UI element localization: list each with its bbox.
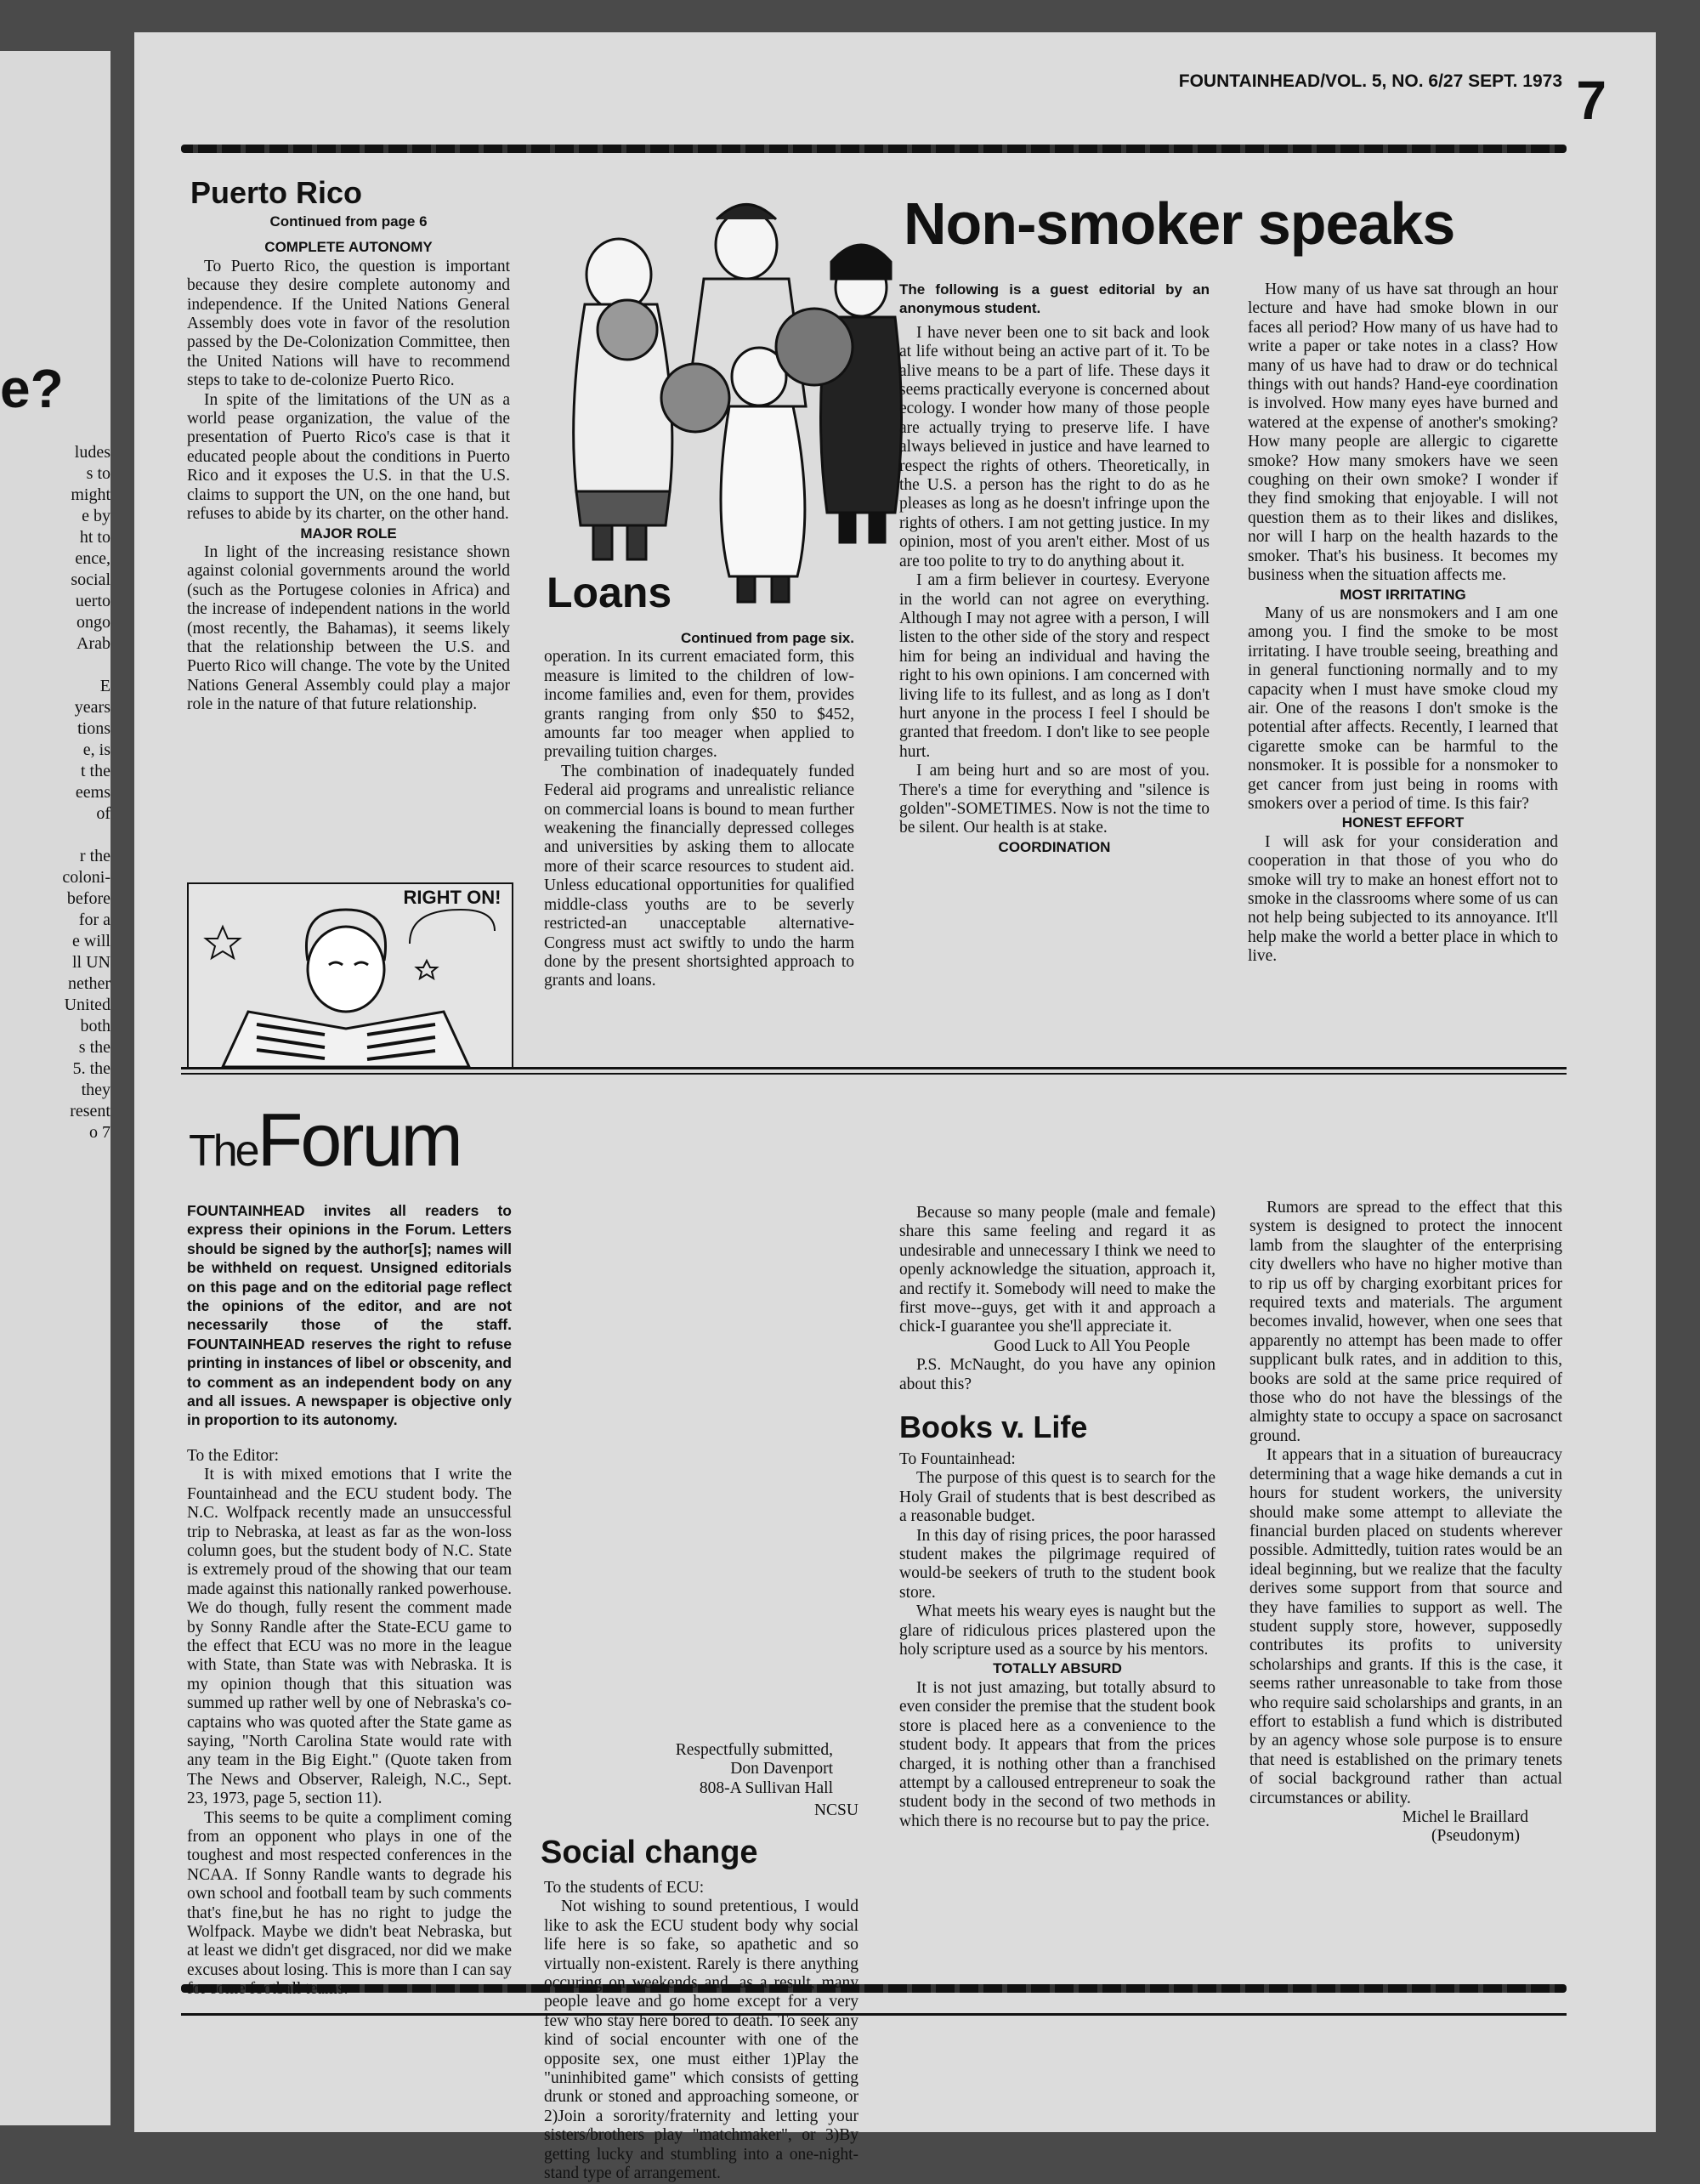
forum-policy: FOUNTAINHEAD invites all readers to express their opinions in the Forum. Letters should be signed by the author[s]; names will be withheld on request. Unsigned editorials on this page and on the editorial page reflect the opinions of the editor, and are not necessarily those of the staff. FOUNTAINHEAD reserves the right to refuse printing in instances of libel or obscenity, and to comment as an independent body on any and all issues. A newspaper is objective only in proportion to its autonomy. — [187, 1202, 512, 1429]
social-p1: Not wishing to sound pretentious, I would like to ask the ECU student body why social life here is so fake, so apathetic and so virtually non-existent. Rarely is there anything occuring on weekends and, as a result, many people leave and go home except for a very few who stay here bored to death. To seek any kind of social encounter with one of the opposite sex, one must either 1)Play the "uninhibited game" which consists of getting drunk or stoned and approaching someone, or 2)Join a sorority/fraternity and letting your sisters/brothers play "matchmaker", or 3)By getting lucky and stumbling into a one-night-stand type of arrangement. — [544, 1898, 858, 2183]
non-smoker-intro: The following is a guest editorial by an anonymous student. — [899, 281, 1210, 317]
books-v-life-title: Books v. Life — [899, 1410, 1088, 1444]
letter1-signature-block — [544, 1741, 858, 1821]
letter1-p2-start: This seems to be quite a compliment coming from an opponent who plays in one of the toughest and most respected conferences in the NCAA. If Sonny Randle wants to degrade his own school and football team by such comments that's fine,but he has no right to judge the Wolfpack. Maybe we didn't beat Nebraska, but at least we didn't get disgraced, nor did we make excuses about losing. This is more than I can say for some football teams. — [187, 1808, 512, 1999]
books-p6: It appears that in a situation of bureaucracy determining that a wage hike demands a cut in hours for student workers, the university should make some attempt to alleviate the financial burden placed on students wherever possible. Admittedly, tuition rates would be an ideal beginning, but we realize that the faculty derives some support from that source and they have families to support as well. The student supply store, however, supposedly contributes its profits to university scholarships and grants. If this is the case, it seems rather unreasonable to take from those who require said scholarships and grants, in an effort to establish a fund which is distributed by an agency whose sole purpose is to ensure that need is established on the primary tenets of social background rather than actual circumstances or ability. — [1250, 1446, 1562, 1807]
top-wavy-rule — [181, 145, 1567, 153]
non-smoker-p3: I am being hurt and so are most of you. There's a time for everything and "silence is golden"-SOMETIMES. Now is not the time to be silent. Our health is at stake. — [899, 762, 1210, 837]
left-page-fragment: eems — [75, 783, 110, 802]
letter1-close: Respectfully submitted, — [675, 1741, 833, 1759]
left-page-fragment: United — [64, 996, 110, 1014]
letter1-salutation: To the Editor: — [187, 1446, 280, 1465]
books-p4: It is not just amazing, but totally absurd to even consider the premise that the student book store is placed here as a convenience to the student body. It appears that from the prices charged, it is nothing other than a franchised attempt by a calloused entrepreneur to soak the student body in the second of two methods in which there is no recourse but to pay the price. — [899, 1678, 1216, 1830]
non-smoker-p1: I have never been one to sit back and look at life without being an active part of it. To be alive means to be a part of life. These days it seems practically everyone is concerned about ecology. I wonder how many of those people are actually trying to preserve life. I have always believed in justice and have learned to respect the rights of others. Theoretically, in the U.S. a person has the right to do as he pleases as long as he doesn't infringe upon the rights of others. I am not getting justice. In my opinion, most of you aren't either. Most of us are too polite to try to do anything about it. — [899, 323, 1210, 570]
books-p1: The purpose of this quest is to search for the Holy Grail of students that is best described as a reasonable budget. — [899, 1469, 1216, 1526]
forum-column-3 — [899, 1204, 1216, 1394]
books-p2: In this day of rising prices, the poor harassed student makes the pilgrimage required of would-be seekers of truth to the student book store. — [899, 1526, 1216, 1602]
books-v-life-article — [899, 1450, 1216, 1831]
letter1-p1: It is with mixed emotions that I write the Fountainhead and the ECU student body. The N.C. Wolfpack recently made an unsuccessful trip to Nebraska, at least as far as the won-loss column goes, but the student body of N.C. State is extremely proud of the showing that our team made against this nationally ranked powerhouse. We do though, fully resent the comment made by Sonny Randle after the State-ECU game to the effect that ECU was no more in the league with State, than State was with Nebraska. It is my opinion though that this situation was summed up rather well by one of Nebraska's co-captains who was quoted after the State game as saying, "North Carolina State would rate with any team in the Big Eight." (Quote taken from The News and Observer, Raleigh, N.C., Sept. 23, 1973, page 5, section 11). — [187, 1466, 512, 1808]
letter1-sig-name: Don Davenport — [730, 1760, 833, 1778]
newspaper-page — [134, 32, 1656, 2183]
forum-column-1 — [187, 1201, 512, 2000]
books-sig-pseudonym: (Pseudonym) — [1431, 1827, 1520, 1846]
left-page-fragment: uerto — [75, 592, 110, 610]
social-ps: P.S. McNaught, do you have any opinion about this? — [899, 1356, 1216, 1393]
section-divider-bottom — [181, 1073, 1567, 1075]
puerto-rico-p3: In light of the increasing resistance shown against colonial governments around the world (such as the Portugese colonies in Africa) and the increase of independent nations in the world (most recently, the Bahamas), it seems likely that the relationship between the U.S. and Puerto Rico will change. The vote by the United Nations General Assembly could play a major role in the nature of that future relationship. — [187, 542, 510, 714]
puerto-rico-p1: To Puerto Rico, the question is important because they desire complete autonomy and independence. If the United Nations General Assembly does vote in favor of the resolution passed by the De-Colonization Committee, then the United Nations will have to recommend steps to take to de-colonize Puerto Rico. — [187, 257, 510, 390]
left-page-fragment: s the — [78, 1038, 110, 1057]
puerto-rico-subhead-2: MAJOR ROLE — [300, 525, 397, 542]
non-smoker-subhead-1: COORDINATION — [998, 838, 1111, 855]
left-page-fragment: ence, — [75, 549, 110, 568]
non-smoker-subhead-3: HONEST EFFORT — [1341, 814, 1465, 831]
left-page-fragment: t the — [81, 762, 110, 780]
non-smoker-p5: Many of us are nonsmokers and I am one among you. I find the smoke to be most irritating. I have trouble seeing, breathing and in general functioning normally and to my capacity when I must have smoke cloud my air. One of the reasons I don't smoke is the potential after affects. Recently, I learned that cigarette smoke can be harmful to the nonsmoker. It is possible for a nonsmoker to get cancer from just being in rooms with smokers over a period of time. Is this fair? — [1248, 604, 1558, 813]
left-page-fragment: might — [71, 485, 110, 504]
books-subhead: TOTALLY ABSURD — [993, 1660, 1122, 1677]
left-page-fragment: coloni- — [62, 868, 110, 887]
left-page-fragment: both — [80, 1017, 110, 1035]
left-page-fragment: they — [81, 1081, 110, 1099]
loans-title: Loans — [547, 569, 672, 616]
non-smoker-p2: I am a firm believer in courtesy. Everyone in the world can not agree on everything. Although I may not agree with a person, I will listen to the other side of the story and respect him for being an individual and having the right to his own opinions. I am concerned with living life to its fullest, and as long as I don't hurt anyone in the process I feel I should be granted that freedom. I don't like to see people hurt. — [899, 571, 1210, 761]
letter1-sig-address: 808-A Sullivan Hall — [699, 1778, 833, 1797]
non-smoker-p6: I will ask for your consideration and cooperation in that those of you who do smoke will try to make an honest effort not to smoke in the classrooms where some of us can not help being subjected to its annoyance. It'll help make the world a better place in which to live. — [1248, 832, 1558, 966]
puerto-rico-subhead-1: COMPLETE AUTONOMY — [264, 239, 433, 256]
forum-column-4 — [1250, 1199, 1562, 1846]
social-close: Good Luck to All You People — [994, 1336, 1190, 1355]
books-p5: Rumors are spread to the effect that this system is designed to protect the innocent lamb from the slaughter of the enterprising city dwellers who have no higher motive than to rip us off by charging exorbitant prices for required texts and materials. The argument becomes invalid, however, when one sees that apparently no attempt has been made to offer supplicant bulk rates, and in addition to this, books are sold at the same price required of those who do not have the blessings of the almighty state to occupy a space on sacrosanct ground. — [1250, 1199, 1562, 1445]
non-smoker-title: Non-smoker speaks — [904, 190, 1455, 257]
left-page-fragment: ht to — [79, 528, 110, 547]
left-page-fragment: s to — [86, 464, 110, 483]
forum-logo-forum: Forum — [257, 1098, 461, 1182]
books-p3: What meets his weary eyes is naught but the glare of ridiculous prices plastered upon the holy scripture used as a source by his mentors. — [899, 1603, 1216, 1659]
social-salutation: To the students of ECU: — [544, 1879, 705, 1897]
letter1-sig-school: NCSU — [813, 1801, 858, 1820]
left-page-fragment: social — [71, 570, 110, 589]
left-page-fragment: r the — [79, 847, 110, 865]
left-page-fragment: E — [99, 677, 110, 695]
left-page-fragment: e will — [72, 932, 110, 950]
left-facing-page — [0, 51, 110, 2125]
social-p2: Because so many people (male and female) share this same feeling and regard it as undesirable and unnecessary I think we need to openly acknowledge the situation, approach it, and rectify it. Somebody will need to make the first move--guys, get with it and approach a chick-I guarantee you she'll appreciate it. — [899, 1204, 1216, 1336]
non-smoker-subhead-2: MOST IRRITATING — [1340, 586, 1466, 603]
non-smoker-column-1 — [899, 281, 1210, 857]
right-on-cartoon — [187, 882, 513, 1069]
left-page-fragment: of — [96, 804, 110, 823]
books-salutation: To Fountainhead: — [899, 1450, 1016, 1468]
left-page-fragment: o 7 — [89, 1123, 110, 1142]
reader-cartoon-icon — [189, 884, 512, 1067]
left-page-fragment: e, is — [82, 740, 110, 759]
left-page-headline-fragment: e? — [0, 358, 64, 419]
non-smoker-p4: How many of us have sat through an hour lecture and have had smoke blown in our faces all period? How many of us have had to write a paper or take notes in a class? How many of us have had to draw or do technical things with out hands? Hand-eye coordination is involved. How many eyes have burned and watered at the expense of another's smoking? How many people are allergic to cigarette smoke? How many smokers have we seen coughing on their own smoke? I wonder if they find smoking that enjoyable. I will not question them as to their likes and dislikes, nor will I harp on the health hazards to the smoker. That's his business. It becomes my business when the situation affects me. — [1248, 281, 1558, 585]
left-page-fragment: 5. the — [72, 1059, 110, 1078]
puerto-rico-article — [187, 213, 510, 715]
left-page-fragment: nether — [68, 974, 110, 993]
left-page-fragment: e by — [82, 507, 110, 525]
left-page-fragment: before — [66, 889, 110, 908]
loans-p1: operation. In its current emaciated form, this measure is limited to the children of low-income families and, even for them, provides grants ranging from only $50 to $452, amounts far too meager when applied to prevailing tuition charges. — [544, 648, 854, 762]
left-page-fragment: tions — [77, 719, 110, 738]
left-page-fragment: ludes — [74, 443, 110, 462]
left-page-fragment: Arab — [76, 634, 110, 653]
forum-logo-the: The — [189, 1126, 258, 1176]
page-number: 7 — [1576, 70, 1606, 131]
social-change-title: Social change — [541, 1835, 758, 1870]
loans-article — [544, 629, 854, 991]
puerto-rico-title: Puerto Rico — [190, 175, 363, 210]
cartoon-speech: RIGHT ON! — [403, 887, 502, 908]
left-page-fragment: for a — [78, 910, 110, 929]
masthead: FOUNTAINHEAD/VOL. 5, NO. 6/27 SEPT. 1973 — [1178, 71, 1562, 91]
left-page-fragment: ongo — [76, 613, 110, 632]
non-smoker-column-2 — [1248, 281, 1558, 967]
left-page-fragment: resent — [70, 1102, 110, 1120]
puerto-rico-continued: Continued from page 6 — [269, 213, 428, 230]
social-change-article — [544, 1879, 858, 2184]
loans-continued: Continued from page six. — [680, 630, 854, 646]
forum-logo — [189, 1097, 461, 1183]
left-page-fragment: years — [74, 698, 110, 717]
loans-p2: The combination of inadequately funded Federal aid programs and unrealistic reliance on commercial loans is bound to mean further weakening the financially depressed colleges and universities by asking them to allocate more of their scarce resources to student aid. Unless educational opportunities for qualified middle-class youths are to be severly restricted-an unacceptable alternative-Congress must act swiftly to undo the harm done by the present shortsighted approach to grants and loans. — [544, 762, 854, 990]
left-page-fragment: ll UN — [72, 953, 110, 972]
puerto-rico-p2: In spite of the limitations of the UN as a world pease organization, the value of the presentation of Puerto Rico's case is that it educated people about the conditions in Puerto Rico and it exposes the U.S. in that the U.S. claims to support the UN, on the one hand, but refuses to abide by its charter, on the other hand. — [187, 390, 510, 524]
books-sig-name: Michel le Braillard — [1402, 1808, 1528, 1826]
bottom-rule — [181, 2013, 1567, 2016]
